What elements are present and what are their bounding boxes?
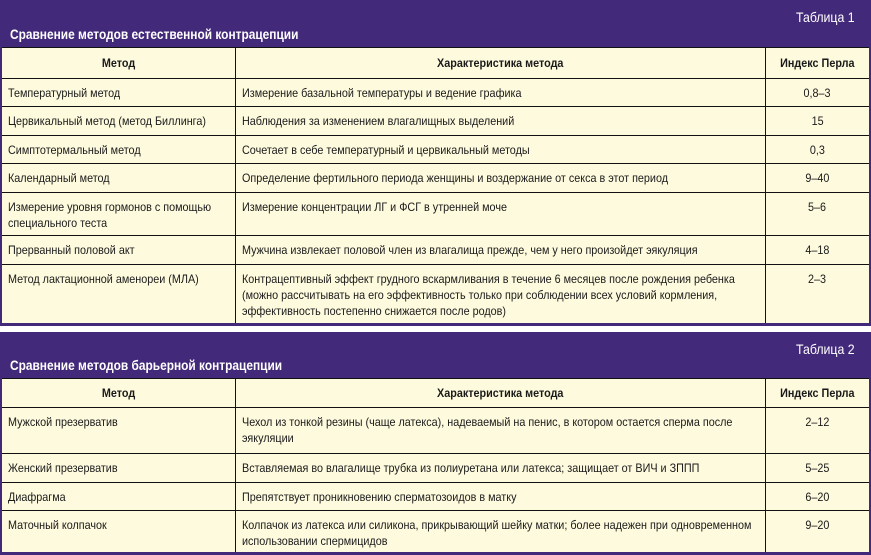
table-row [2, 193, 869, 236]
table-header-band [0, 0, 871, 47]
pearl-index-cell: 2–12 [765, 408, 869, 454]
table-row [2, 265, 869, 323]
table-row [2, 164, 869, 193]
method-cell: Диафрагма [2, 483, 235, 511]
table-row [2, 236, 869, 265]
table-header-band [0, 332, 871, 378]
method-cell: Измерение уровня гормонов с помощью специального теста [2, 193, 235, 236]
column-header-row [2, 379, 869, 408]
description-cell: Измерение базальной температуры и ведение графика [235, 79, 765, 107]
description-cell: Препятствует проникновению сперматозоидов в матку [235, 483, 765, 511]
pearl-index-cell: 9–40 [765, 164, 869, 193]
method-cell: Цервикальный метод (метод Биллинга) [2, 107, 235, 136]
pearl-index-cell: 6–20 [765, 483, 869, 511]
method-cell: Календарный метод [2, 164, 235, 193]
column-header-row [2, 48, 869, 79]
column-header-description: Характеристика метода [235, 379, 765, 408]
table-row [2, 454, 869, 483]
data-table [2, 47, 869, 323]
table-row [2, 79, 869, 107]
description-cell: Наблюдения за изменением влагалищных выделений [235, 107, 765, 136]
table-row [2, 483, 869, 511]
table-row [2, 511, 869, 552]
column-header-pearl-index: Индекс Перла [765, 379, 869, 408]
table-row [2, 136, 869, 164]
description-cell: Вставляемая во влагалище трубка из полиуретана или латекса; защищает от ВИЧ и ЗППП [235, 454, 765, 483]
description-cell: Колпачок из латекса или силикона, прикрывающий шейку матки; более надежен при одновременном использовании спермицидов [235, 511, 765, 552]
data-table [2, 378, 869, 552]
pearl-index-cell: 0,3 [765, 136, 869, 164]
table-row [2, 408, 869, 454]
barrier-contraception-table [0, 332, 871, 555]
method-cell: Мужской презерватив [2, 408, 235, 454]
method-cell: Симптотермальный метод [2, 136, 235, 164]
method-cell: Маточный колпачок [2, 511, 235, 552]
description-cell: Определение фертильного периода женщины и воздержание от секса в этот период [235, 164, 765, 193]
pearl-index-cell: 5–6 [765, 193, 869, 236]
method-cell: Температурный метод [2, 79, 235, 107]
pearl-index-cell: 0,8–3 [765, 79, 869, 107]
pearl-index-cell: 9–20 [765, 511, 869, 552]
description-cell: Мужчина извлекает половой член из влагалища прежде, чем у него произойдет эякуляция [235, 236, 765, 265]
table-title: Сравнение методов естественной контрацепции [10, 26, 299, 42]
method-cell: Прерванный половой акт [2, 236, 235, 265]
column-header-method: Метод [2, 48, 235, 79]
description-cell: Измерение концентрации ЛГ и ФСГ в утренней моче [235, 193, 765, 236]
table-number: Таблица 1 [796, 9, 855, 25]
description-cell: Сочетает в себе температурный и цервикальный методы [235, 136, 765, 164]
pearl-index-cell: 4–18 [765, 236, 869, 265]
description-cell: Контрацептивный эффект грудного вскармливания в течение 6 месяцев после рождения ребенка (можно рассчитывать на его эффективность только при соблюдении всех условий кормления, эффективность постепенно снижается после родов) [235, 265, 765, 323]
column-header-description: Характеристика метода [235, 48, 765, 79]
pearl-index-cell: 15 [765, 107, 869, 136]
table-title: Сравнение методов барьерной контрацепции [10, 357, 283, 373]
method-cell: Метод лактационной аменореи (МЛА) [2, 265, 235, 323]
column-header-method: Метод [2, 379, 235, 408]
method-cell: Женский презерватив [2, 454, 235, 483]
pearl-index-cell: 2–3 [765, 265, 869, 323]
column-header-pearl-index: Индекс Перла [765, 48, 869, 79]
table-number: Таблица 2 [796, 341, 855, 357]
pearl-index-cell: 5–25 [765, 454, 869, 483]
description-cell: Чехол из тонкой резины (чаще латекса), надеваемый на пенис, в котором остается сперма после эякуляции [235, 408, 765, 454]
table-row [2, 107, 869, 136]
